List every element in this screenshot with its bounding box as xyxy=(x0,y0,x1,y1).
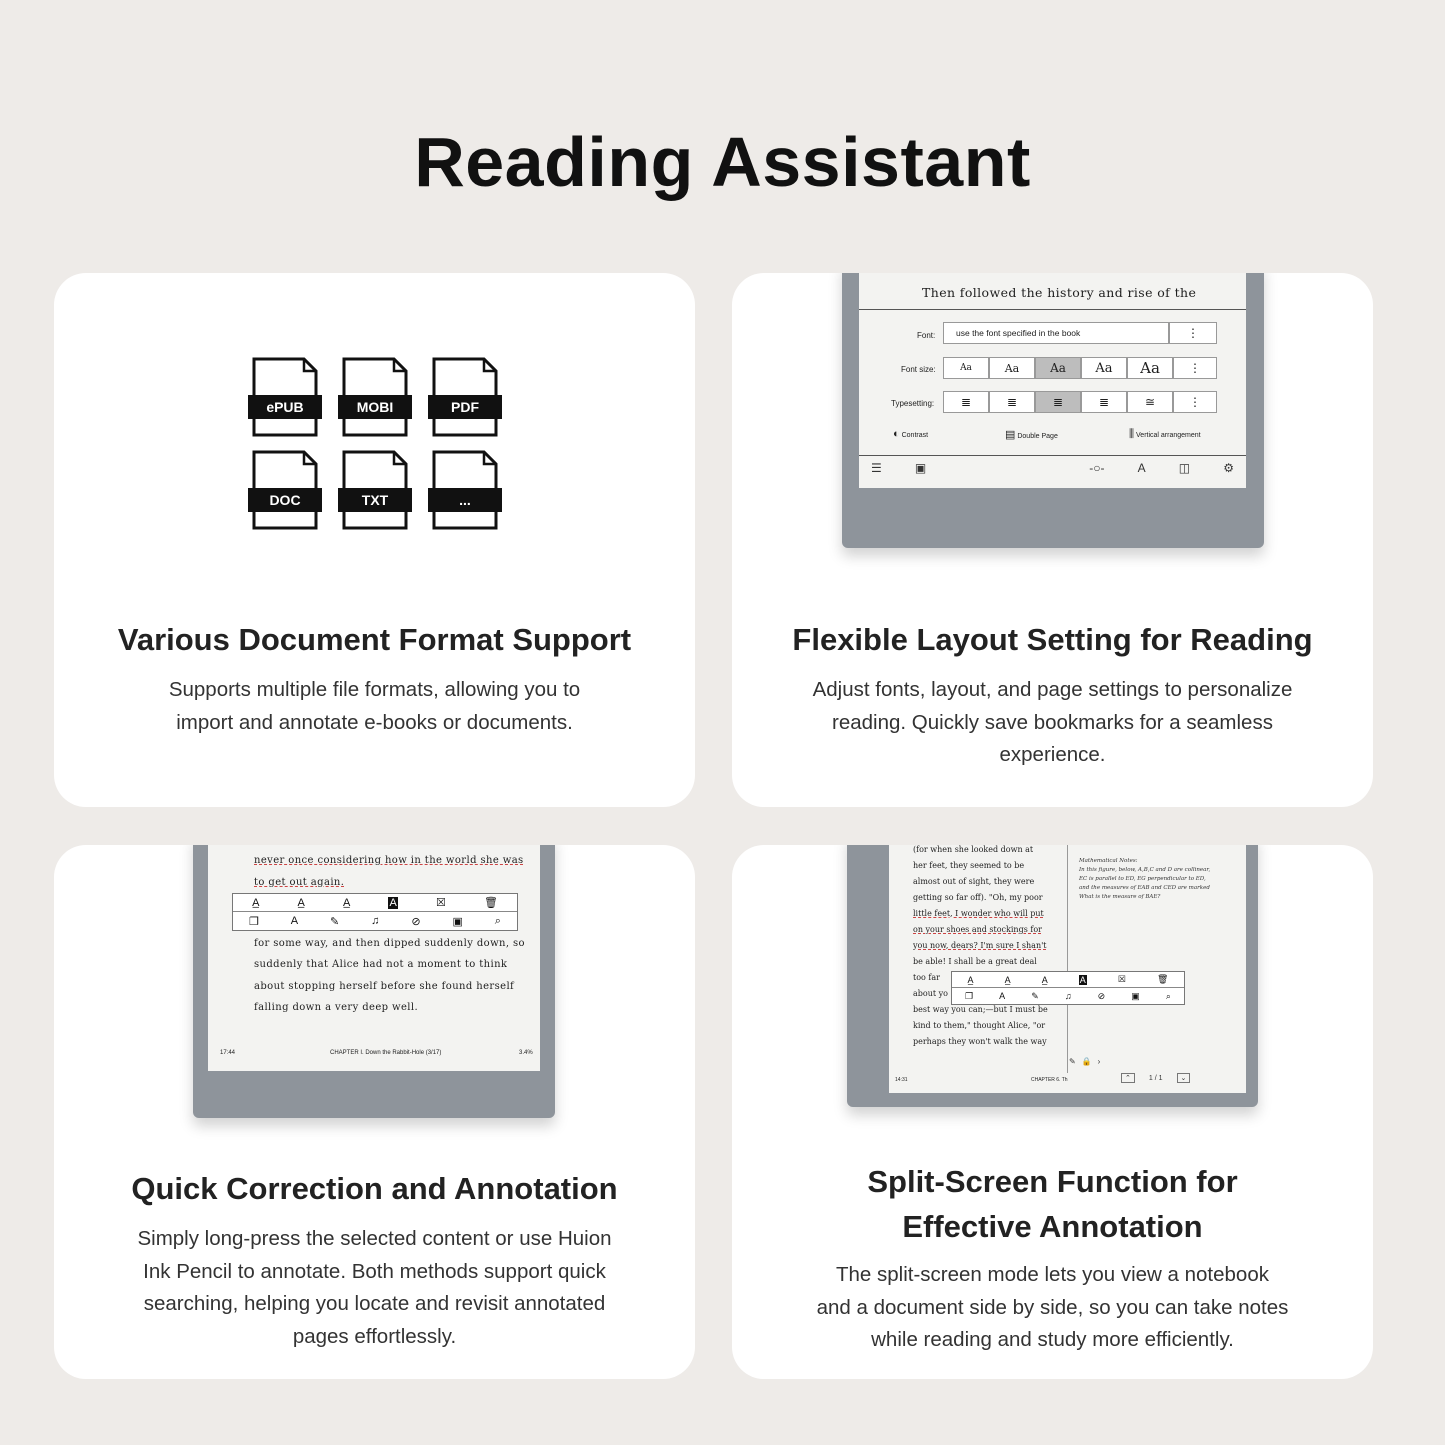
font-select-value: use the font specified in the book xyxy=(943,322,1169,344)
body-line: and a document side by side, so you can take notes xyxy=(816,1295,1289,1319)
typesetting-selector[interactable] xyxy=(943,391,1217,413)
card-format-support xyxy=(54,273,695,807)
delete-icon[interactable]: 🗑 xyxy=(483,897,498,909)
card-correction-annotation xyxy=(54,845,695,1379)
typesetting-label: Typesetting: xyxy=(891,399,935,408)
status-time: 17:44 xyxy=(220,1050,236,1056)
file-mobi-label: MOBI xyxy=(338,395,412,419)
doc-line: too far xyxy=(913,973,940,982)
card-body xyxy=(752,1259,1353,1357)
double-page-icon: ▤ xyxy=(1005,429,1016,441)
text-icon[interactable]: A xyxy=(290,915,299,927)
align-custom-icon[interactable]: ≅ xyxy=(1127,391,1173,413)
body-line: import and annotate e-books or documents. xyxy=(176,710,573,734)
book-text-line: Then followed the history and rise of the xyxy=(922,285,1197,300)
highlight-icon[interactable]: A̲ xyxy=(252,896,260,909)
doc-line: almost out of sight, they were xyxy=(913,877,1035,886)
align-justify-icon[interactable]: ≣ xyxy=(989,391,1035,413)
body-line: experience. xyxy=(999,743,1106,766)
dictionary-icon[interactable]: ▣ xyxy=(1131,990,1140,1001)
body-line: Ink Pencil to annotate. Both methods support quick xyxy=(143,1259,606,1283)
bold-highlight-icon[interactable]: A xyxy=(1079,974,1086,985)
vertical-icon: ⫼ xyxy=(1129,428,1135,440)
delete-icon[interactable]: 🗑 xyxy=(1156,974,1169,984)
file-mobi-icon xyxy=(342,357,408,437)
dictionary-icon[interactable]: ▣ xyxy=(452,915,463,928)
doc-line: perhaps they won't walk the way xyxy=(913,1037,1047,1046)
copy-icon[interactable]: ❐ xyxy=(965,990,974,1001)
status-percent: 3.4% xyxy=(519,1050,533,1056)
note-line: and the measures of EAB and CED are marked xyxy=(1079,885,1210,891)
annotation-toolbar xyxy=(232,893,518,931)
card-heading: Flexible Layout Setting for Reading xyxy=(792,622,1313,657)
book-text-line: falling down a very deep well. xyxy=(254,1002,419,1013)
body-line: Simply long-press the selected content or use Huion xyxy=(137,1227,612,1250)
font-size-label: Font size: xyxy=(901,365,936,374)
body-line: Adjust fonts, layout, and page settings to personalize xyxy=(812,678,1293,701)
notebook-toolbar xyxy=(1069,1057,1100,1066)
body-line: while reading and study more efficiently. xyxy=(871,1328,1234,1351)
contrast-option[interactable] xyxy=(893,428,928,440)
contrast-label: Contrast xyxy=(901,432,929,439)
status-chapter: CHAPTER 6. Th xyxy=(1031,1077,1068,1083)
pen-icon[interactable]: ✎ xyxy=(1069,1057,1076,1066)
contrast-icon: ◐ xyxy=(893,428,900,440)
more-icon[interactable]: ⋮ xyxy=(1173,357,1217,379)
body-line: reading. Quickly save bookmarks for a seamless xyxy=(832,710,1273,734)
ereader-screen xyxy=(208,845,540,1071)
doc-line: on your shoes and stockings for xyxy=(913,925,1042,934)
align-justify-icon[interactable]: ≣ xyxy=(1081,391,1127,413)
font-size-selector[interactable] xyxy=(943,357,1217,379)
card-split-screen xyxy=(732,845,1373,1379)
font-label: Font: xyxy=(917,331,936,340)
copy-icon[interactable]: ❐ xyxy=(248,915,259,928)
more-icon[interactable]: ⋮ xyxy=(1173,391,1217,413)
listen-icon[interactable]: ♫ xyxy=(1064,991,1072,1001)
file-more-icon xyxy=(432,450,498,530)
page-up-icon[interactable]: ⌃ xyxy=(1121,1073,1135,1083)
note-line: EC is parallel to ED, EG perpendicular to ED, xyxy=(1079,876,1206,882)
edit-icon[interactable]: ✎ xyxy=(330,915,340,928)
file-txt-label: TXT xyxy=(338,488,412,512)
doc-line: little feet, I wonder who will put xyxy=(913,909,1044,918)
wavy-underline-icon[interactable]: A̲ xyxy=(1041,974,1048,985)
file-doc-label: DOC xyxy=(248,488,322,512)
book-text-line: about stopping herself before she found herself xyxy=(254,981,515,992)
bold-highlight-icon[interactable]: A xyxy=(389,896,397,909)
status-chapter: CHAPTER I. Down the Rabbit-Hole (3/17) xyxy=(330,1050,442,1056)
annotation-toolbar xyxy=(951,971,1185,1005)
book-text-line: to get out again. xyxy=(254,877,345,888)
body-line: Supports multiple file formats, allowing you to xyxy=(168,678,581,701)
notes-icon[interactable]: ▣ xyxy=(914,461,927,475)
body-line: searching, helping you locate and revisit annotated xyxy=(143,1292,606,1315)
ereader-screen xyxy=(859,273,1246,488)
vertical-option[interactable] xyxy=(1129,428,1201,441)
note-line: In this figure, below, A,B,C and D are collinear, xyxy=(1079,867,1211,873)
page-title: Reading Assistant xyxy=(414,123,1031,201)
underline-icon[interactable]: A̲ xyxy=(1004,974,1011,985)
card-heading xyxy=(732,1159,1373,1249)
page-down-icon[interactable]: ⌄ xyxy=(1177,1073,1191,1083)
ereader-screen xyxy=(889,845,1246,1093)
font-select[interactable] xyxy=(943,322,1217,344)
edit-icon[interactable]: ✎ xyxy=(1031,990,1039,1001)
listen-icon[interactable]: ♫ xyxy=(371,915,380,927)
lock-icon[interactable]: 🔒 xyxy=(1081,1057,1092,1066)
file-doc-icon xyxy=(252,450,318,530)
file-epub-label: ePUB xyxy=(248,395,322,419)
doc-line: her feet, they seemed to be xyxy=(913,861,1025,870)
card-body xyxy=(74,674,675,739)
translate-icon[interactable]: ⊘ xyxy=(1097,990,1106,1001)
vertical-label: Vertical arrangement xyxy=(1136,432,1201,439)
body-line: The split-screen mode lets you view a notebook xyxy=(835,1263,1269,1286)
doc-line: kind to them," thought Alice, "or xyxy=(913,1021,1046,1030)
note-line: What is the measure of BAE? xyxy=(1079,894,1161,900)
page-nav xyxy=(1121,1073,1190,1083)
heading-line: Effective Annotation xyxy=(902,1209,1203,1244)
double-page-option[interactable] xyxy=(1005,428,1058,441)
ereader-device xyxy=(842,273,1264,548)
card-heading: Quick Correction and Annotation xyxy=(131,1171,618,1206)
notebook-pane[interactable] xyxy=(1079,857,1239,902)
strike-icon[interactable]: ☒ xyxy=(1117,974,1126,984)
status-time: 14:31 xyxy=(895,1077,908,1083)
doc-line: about yo xyxy=(913,989,948,998)
split-view-icon[interactable]: ◫ xyxy=(1178,461,1191,475)
font-size-option[interactable]: Aa xyxy=(989,357,1035,379)
page-indicator: 1 / 1 xyxy=(1148,1074,1163,1082)
card-body xyxy=(74,1223,675,1353)
font-size-option-selected[interactable]: Aa xyxy=(1035,357,1081,379)
file-txt-icon xyxy=(342,450,408,530)
strike-icon[interactable]: ☒ xyxy=(435,897,446,909)
menu-icon[interactable]: ☰ xyxy=(871,461,882,475)
translate-icon[interactable]: ⊘ xyxy=(411,915,421,928)
doc-line: (for when she looked down at xyxy=(913,845,1034,854)
heading-line: Split-Screen Function for xyxy=(867,1164,1238,1199)
card-heading: Various Document Format Support xyxy=(117,622,632,657)
doc-line: be able! I shall be a great deal xyxy=(913,957,1037,966)
wavy-underline-icon[interactable]: A̲ xyxy=(343,896,351,909)
note-line: Mathematical Notes: xyxy=(1079,858,1138,864)
brightness-icon[interactable]: -○- xyxy=(1089,461,1105,475)
align-justify-icon[interactable]: ≣ xyxy=(943,391,989,413)
font-size-option[interactable]: Aa xyxy=(1081,357,1127,379)
body-line: pages effortlessly. xyxy=(292,1324,457,1348)
book-text-line: never once considering how in the world she was xyxy=(254,855,524,866)
book-text-line: for some way, and then dipped suddenly down, so xyxy=(254,938,525,949)
chevron-right-icon[interactable]: › xyxy=(1097,1057,1101,1066)
ereader-device xyxy=(193,845,555,1118)
highlight-icon[interactable]: A̲ xyxy=(967,974,974,985)
text-icon[interactable]: A xyxy=(999,991,1006,1001)
file-pdf-icon xyxy=(432,357,498,437)
book-text-line: suddenly that Alice had not a moment to think xyxy=(254,959,508,970)
file-more-label: ... xyxy=(428,488,502,512)
card-layout-setting xyxy=(732,273,1373,807)
search-icon[interactable]: ⌕ xyxy=(494,914,501,927)
file-pdf-label: PDF xyxy=(428,395,502,419)
bottom-toolbar xyxy=(859,461,1246,475)
font-size-option[interactable]: Aa xyxy=(943,357,989,379)
settings-icon[interactable]: ⚙ xyxy=(1223,461,1234,475)
font-settings-icon[interactable]: A xyxy=(1137,461,1146,475)
card-body xyxy=(752,674,1353,772)
doc-line: you now, dears? I'm sure I shan't xyxy=(913,941,1047,950)
double-page-label: Double Page xyxy=(1017,433,1058,440)
file-epub-icon xyxy=(252,357,318,437)
doc-line: best way you can;—but I must be xyxy=(913,1005,1048,1014)
search-icon[interactable]: ⌕ xyxy=(1165,990,1171,1001)
underline-icon[interactable]: A̲ xyxy=(297,896,305,909)
doc-line: getting so far off). "Oh, my poor xyxy=(913,893,1043,902)
font-size-option[interactable]: Aa xyxy=(1127,357,1173,379)
ereader-device xyxy=(847,845,1258,1107)
more-icon[interactable]: ⋮ xyxy=(1169,322,1217,344)
align-justify-icon[interactable]: ≣ xyxy=(1035,391,1081,413)
